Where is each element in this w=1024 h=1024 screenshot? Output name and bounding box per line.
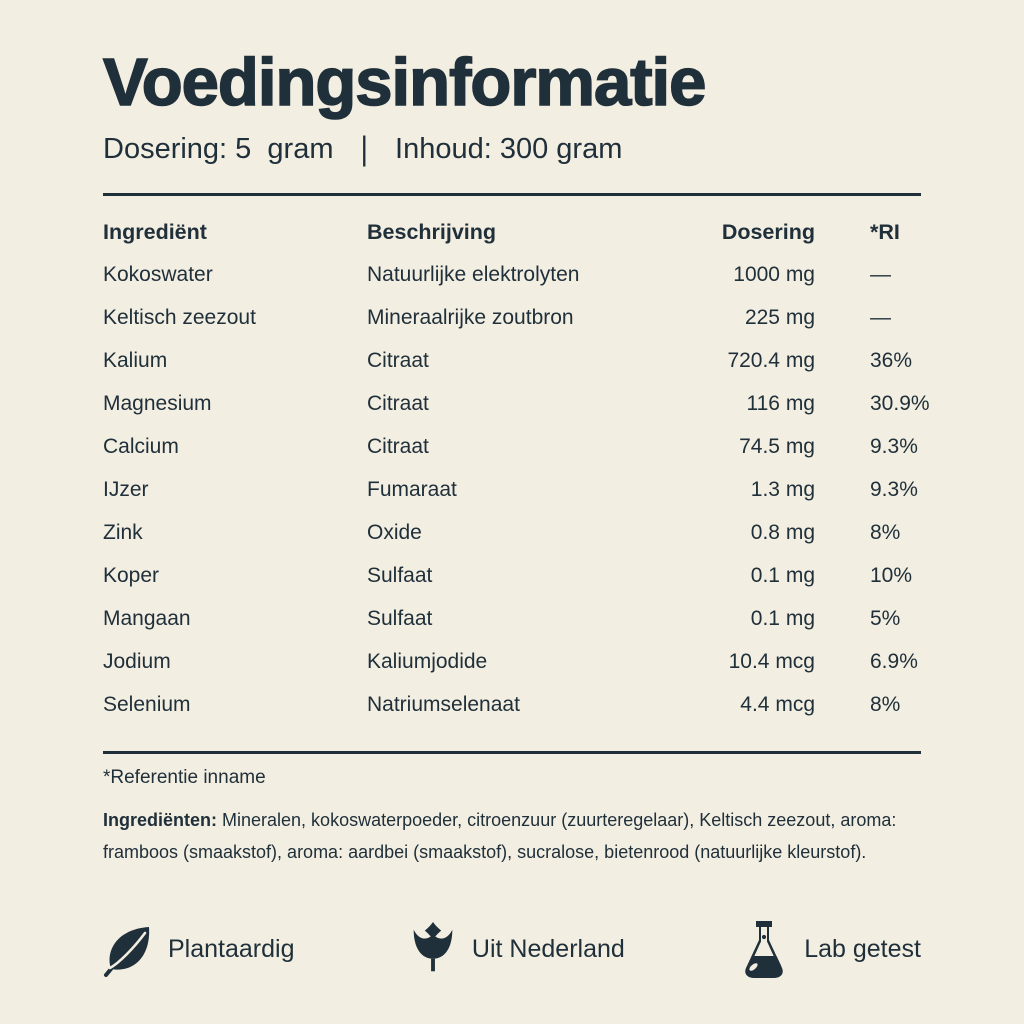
table-row <box>103 555 921 598</box>
ingredient-ri: 9.3% <box>870 435 918 459</box>
ingredients-text: Mineralen, kokoswaterpoeder, citroenzuur (zuurteregelaar), Keltisch zeezout, aroma: framboos (smaakstof), aroma: aardbei (smaakstof), sucralose, bietenrood (natuurlijke kleurstof). <box>103 809 897 862</box>
ingredient-dose: 4.4 mcg <box>740 693 815 717</box>
leaf-icon <box>103 923 153 977</box>
ingredient-ri: 6.9% <box>870 650 918 674</box>
table-row <box>103 297 921 340</box>
table-header-row <box>103 211 921 254</box>
flask-icon <box>739 920 789 980</box>
nutrition-table <box>103 211 930 727</box>
badge-row <box>103 920 921 980</box>
ingredient-ri: — <box>870 263 891 287</box>
ingredient-description: Citraat <box>367 392 429 416</box>
ingredient-ri: — <box>870 306 891 330</box>
table-row <box>103 254 921 297</box>
ingredient-name: IJzer <box>103 478 149 502</box>
ingredient-name: Keltisch zeezout <box>103 306 256 330</box>
ingredient-ri: 9.3% <box>870 478 918 502</box>
table-row <box>103 340 921 383</box>
ingredient-description: Citraat <box>367 349 429 373</box>
tulip-icon <box>409 921 457 979</box>
ingredient-description: Mineraalrijke zoutbron <box>367 306 574 330</box>
badge-plantaardig <box>103 923 294 977</box>
table-row <box>103 598 921 641</box>
ingredient-description: Sulfaat <box>367 564 433 588</box>
ingredient-name: Magnesium <box>103 392 212 416</box>
ingredient-description: Sulfaat <box>367 607 433 631</box>
ingredient-name: Kokoswater <box>103 263 213 287</box>
ingredient-description: Natriumselenaat <box>367 693 520 717</box>
ingredient-ri: 8% <box>870 693 901 717</box>
reference-footnote: *Referentie inname <box>103 766 266 788</box>
ingredient-dose: 0.8 mg <box>750 521 815 545</box>
badge-label: Plantaardig <box>168 935 295 964</box>
ingredient-description: Citraat <box>367 435 429 459</box>
header-ingredient: Ingrediënt <box>103 219 207 244</box>
table-body <box>103 254 930 727</box>
ingredient-ri: 30.9% <box>870 392 930 416</box>
table-row <box>103 383 930 426</box>
page-title: Voedingsinformatie <box>103 45 706 120</box>
ingredient-dose: 10.4 mcg <box>728 650 815 674</box>
divider-bar: | <box>360 130 369 168</box>
top-divider <box>103 193 921 196</box>
header-dose: Dosering <box>721 219 815 244</box>
ingredient-description: Oxide <box>367 521 422 545</box>
inhoud-text: Inhoud: 300 gram <box>395 132 623 165</box>
ingredient-name: Koper <box>103 564 160 588</box>
ingredient-dose: 0.1 mg <box>750 564 815 588</box>
header-ri: *RI <box>870 219 900 244</box>
ingredient-dose: 1000 mg <box>733 263 815 287</box>
table-row <box>103 684 921 727</box>
ingredient-name: Kalium <box>103 349 168 373</box>
table-row <box>103 426 921 469</box>
badge-lab-getest <box>739 920 921 980</box>
badge-uit-nederland <box>409 921 625 979</box>
ingredient-name: Calcium <box>103 435 179 459</box>
ingredient-dose: 0.1 mg <box>750 607 815 631</box>
ingredient-description: Fumaraat <box>367 478 457 502</box>
ingredient-dose: 720.4 mg <box>727 349 815 373</box>
bottom-divider <box>103 751 921 754</box>
table-row <box>103 641 921 684</box>
ingredient-ri: 36% <box>870 349 913 373</box>
ingredient-dose: 225 mg <box>744 306 815 330</box>
ingredient-dose: 116 mg <box>746 392 815 416</box>
ingredient-ri: 8% <box>870 521 901 545</box>
ingredient-name: Selenium <box>103 693 191 717</box>
ingredient-description: Kaliumjodide <box>367 650 488 674</box>
badge-label: Lab getest <box>804 935 921 964</box>
ingredients-paragraph <box>103 804 921 868</box>
ingredient-name: Jodium <box>103 650 171 674</box>
ingredient-name: Mangaan <box>103 607 191 631</box>
ingredients-label: Ingrediënten: <box>103 809 218 830</box>
serving-info <box>103 130 921 168</box>
table-row <box>103 469 921 512</box>
ingredient-dose: 74.5 mg <box>739 435 815 459</box>
ingredient-dose: 1.3 mg <box>750 478 815 502</box>
ingredient-ri: 5% <box>870 607 901 631</box>
ingredient-name: Zink <box>103 521 143 545</box>
ingredient-description: Natuurlijke elektrolyten <box>367 263 580 287</box>
dosering-text: Dosering: 5 gram <box>103 132 334 165</box>
table-row <box>103 512 921 555</box>
badge-label: Uit Nederland <box>471 935 625 964</box>
header-description: Beschrijving <box>367 219 497 244</box>
ingredient-ri: 10% <box>870 564 913 588</box>
